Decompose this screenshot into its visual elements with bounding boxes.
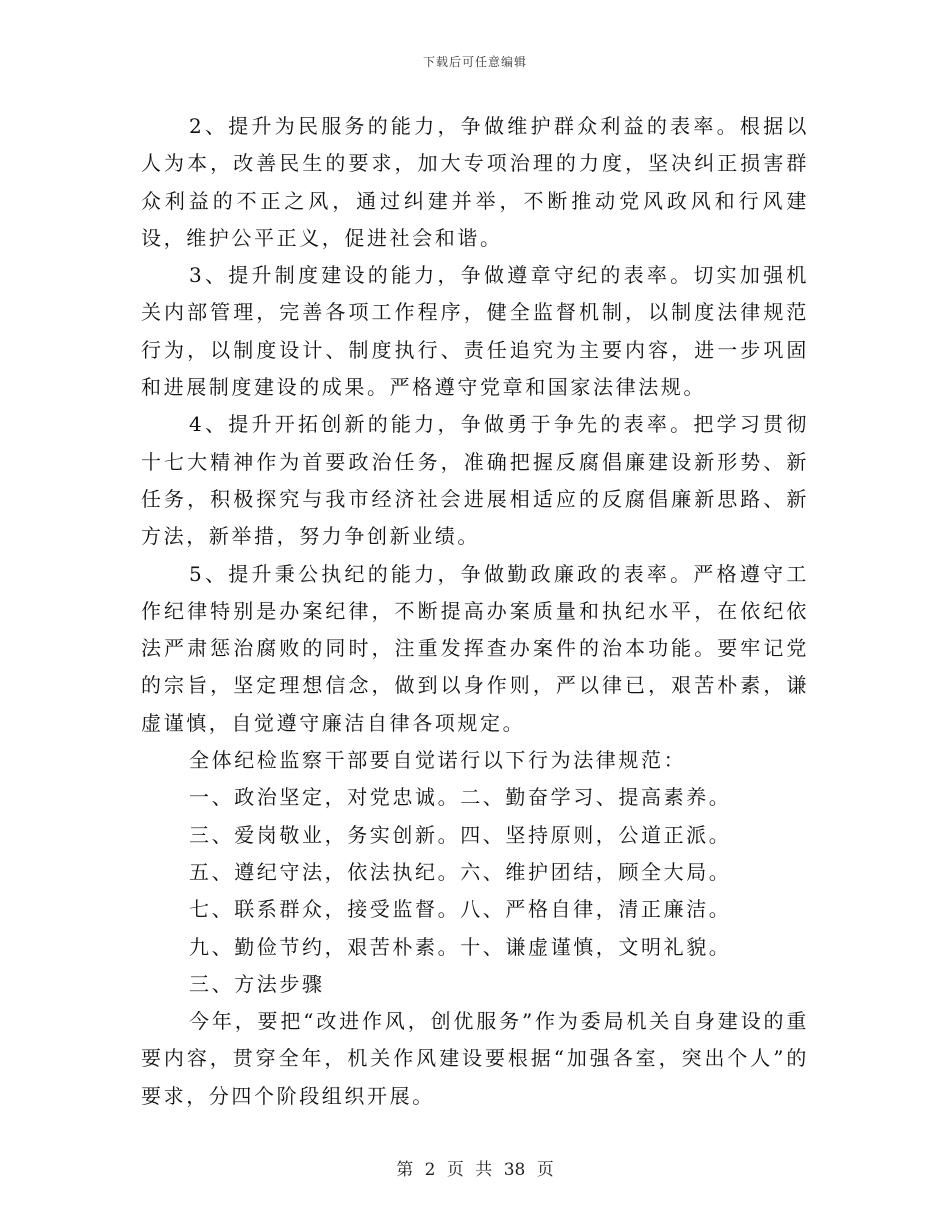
norm-line: 九、勤俭节约，艰苦朴素。十、谦虚谨慎，文明礼貌。: [189, 934, 732, 959]
document-body: [141, 108, 809, 1115]
paragraph-item-5: 5、提升秉公执纪的能力，争做勤政廉政的表率。严格遵守工作纪律特别是办案纪律，不断提高办案质量和执纪水平，在依纪依法严肃惩治腐败的同时，注重发挥查办案件的治本功能。要牢记党的宗旨，坚定理想信念，做到以身作则，严以律已，艰苦朴素，谦虚谨慎，自觉遵守廉洁自律各项规定。: [141, 561, 809, 735]
section-heading: 三、方法步骤: [189, 971, 325, 996]
norm-line: 一、政治坚定，对党忠诚。二、勤奋学习、提高素养。: [189, 785, 732, 810]
page-number-footer: 第 2 页 共 38 页: [396, 1160, 554, 1180]
norm-line: 七、联系群众，接受监督。八、严格自律，清正廉洁。: [189, 897, 732, 922]
paragraph-item-4: 4、提升开拓创新的能力，争做勇于争先的表率。把学习贯彻十七大精神作为首要政治任务，准确把握反腐倡廉建设新形势、新任务，积极探究与我市经济社会进展相适应的反腐倡廉新思路、新方法，新举措，努力争创新业绩。: [141, 412, 809, 549]
page-header: 下载后可任意编辑: [422, 55, 527, 69]
paragraph-item-2: 2、提升为民服务的能力，争做维护群众利益的表率。根据以人为本，改善民生的要求，加大专项治理的力度，坚决纠正损害群众利益的不正之风，通过纠建并举，不断推动党风政风和行风建设，维护公平正义，促进社会和谐。: [141, 114, 809, 250]
norm-line: 三、爱岗敬业，务实创新。四、坚持原则，公道正派。: [189, 822, 732, 847]
norm-line: 五、遵纪守法，依法执纪。六、维护团结，顾全大局。: [189, 859, 732, 884]
section-body: 今年，要把“改进作风，创优服务”作为委局机关自身建设的重要内容，贯穿全年，机关作风建设要根据“加强各室，突出个人”的要求，分四个阶段组织开展。: [141, 1009, 809, 1108]
norms-intro: 全体纪检监察干部要自觉诺行以下行为法律规范：: [189, 748, 687, 773]
paragraph-item-3: 3、提升制度建设的能力，争做遵章守纪的表率。切实加强机关内部管理，完善各项工作程序，健全监督机制，以制度法律规范行为，以制度设计、制度执行、责任追究为主要内容，进一步巩固和进展制度建设的成果。严格遵守党章和国家法律法规。: [141, 263, 809, 400]
